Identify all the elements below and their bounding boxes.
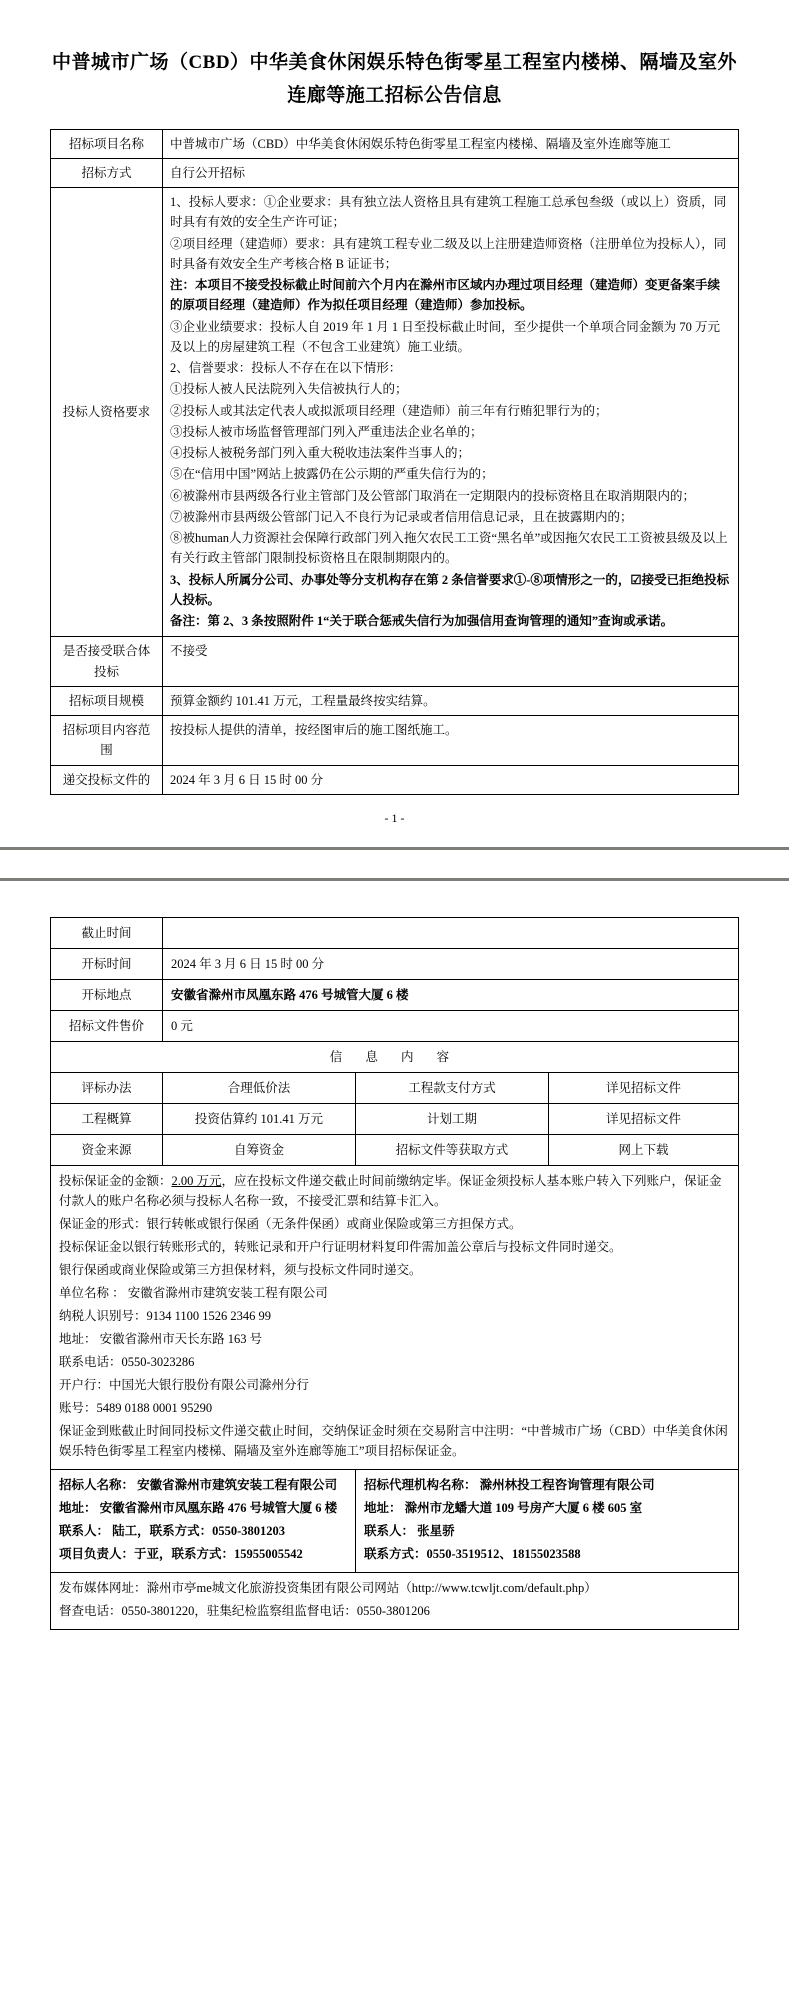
qualification-item: ②项目经理（建造师）要求：具有建筑工程专业二级及以上注册建造师资格（注册单位为投标人），同时具备有效安全生产考核合格 B 证证书；: [170, 236, 727, 271]
tenderer-contact-line: 联系人： 陆工，联系方式：0550-3801203: [59, 1524, 286, 1539]
table-row: [51, 1135, 739, 1166]
deposit-item: 纳税人识别号：9134 1100 1526 2346 99: [59, 1309, 272, 1324]
value-eval-method: 合理低价法: [163, 1073, 356, 1104]
qualification-list: [170, 192, 731, 631]
value-deadline: [163, 918, 739, 949]
table-row: [51, 1073, 739, 1104]
value-doc-price: 0 元: [163, 1011, 739, 1042]
table-row: [51, 918, 739, 949]
media-line: 发布媒体网址：滁州市亭me城文化旅游投资集团有限公司网站（http://www.tcwljt.com/default.php）: [59, 1581, 597, 1596]
document-page-1: [0, 0, 789, 841]
table-row: [51, 1104, 739, 1135]
label-duration: 计划工期: [356, 1104, 549, 1135]
page-separator: [0, 847, 789, 881]
table-row: [51, 1011, 739, 1042]
qualification-item: 备注：第 2、3 条按照附件 1“关于联合惩戒失信行为加强信用查询管理的通知”查询或承诺。: [170, 614, 674, 628]
media-block: [51, 1573, 739, 1630]
page-title: 中普城市广场（CBD）中华美食休闲娱乐特色街零星工程室内楼梯、隔墙及室外连廊等施工招标公告信息: [51, 52, 738, 107]
qualification-item: ③投标人被市场监督管理部门列入严重违法企业名单的；: [170, 424, 483, 439]
table-row: [51, 686, 739, 715]
label-open-place: 开标地点: [51, 980, 163, 1011]
value-submit-deadline: 2024 年 3 月 6 日 15 时 00 分: [163, 765, 739, 794]
agency-contact-list: [364, 1475, 730, 1564]
label-doc-price: 招标文件售价: [51, 1011, 163, 1042]
table-row: [51, 637, 739, 687]
deposit-item: 单位名称 ： 安徽省滁州市建筑安装工程有限公司: [59, 1286, 328, 1301]
label-qualification: 投标人资格要求: [51, 188, 163, 637]
qualification-item: ⑧被human人力资源社会保障行政部门列入拖欠农民工工资“黑名单”或因拖欠农民工工资被县级及以上有关行政主管部门限制投标资格且在限制期限内的。: [170, 531, 728, 566]
tenderer-contact-list: [59, 1475, 347, 1564]
tenderer-contact-line: 招标人名称： 安徽省滁州市建筑安装工程有限公司: [59, 1478, 338, 1493]
label-scope: 招标项目内容范围: [51, 716, 163, 766]
deposit-item: 保证金的形式：银行转帐或银行保函（无条件保函）或商业保险或第三方担保方式。: [59, 1217, 522, 1232]
table-row: [51, 1470, 739, 1573]
table-row: [51, 716, 739, 766]
deposit-amount: 2.00 万元: [171, 1174, 222, 1189]
deposit-item: 银行保函或商业保险或第三方担保材料，须与投标文件同时递交。: [59, 1263, 422, 1278]
qualification-item: 3、投标人所属分公司、办事处等分支机构存在第 2 条信誉要求①-⑧项情形之一的，☑接受已拒绝投标人投标。: [170, 572, 730, 607]
qualification-item: ③企业业绩要求：投标人自 2019 年 1 月 1 日至投标截止时间，至少提供一个单项合同金额为 70 万元及以上的房屋建筑工程（不包含工业建筑）施工业绩。: [170, 319, 721, 354]
qualification-item: 2、信誉要求：投标人不存在在以下情形：: [170, 361, 402, 375]
label-deadline: 截止时间: [51, 918, 163, 949]
table-row: [51, 188, 739, 637]
agency-contact-line: 联系人： 张星骄: [364, 1524, 455, 1539]
qualification-item: 注：本项目不接受投标截止时间前六个月内在滁州市区域内办理过项目经理（建造师）变更备案手续的原项目经理（建造师）作为拟任项目经理（建造师）参加投标。: [170, 278, 721, 313]
value-joint-bid: 不接受: [163, 637, 739, 687]
agency-contact-block: [356, 1470, 739, 1573]
deposit-block: [51, 1166, 739, 1470]
agency-contact-line: 地址： 滁州市龙蟠大道 109 号房产大厦 6 楼 605 室: [364, 1501, 643, 1516]
value-scope: 按投标人提供的清单，按经图审后的施工图纸施工。: [163, 716, 739, 766]
qualification-item: ②投标人或其法定代表人或拟派项目经理（建造师）前三年有行贿犯罪行为的；: [170, 403, 608, 418]
label-payment-method: 工程款支付方式: [356, 1073, 549, 1104]
bid-announcement-table: [50, 129, 739, 795]
label-eval-method: 评标办法: [51, 1073, 163, 1104]
value-qualification: [163, 188, 739, 637]
media-line: 督查电话：0550-3801220，驻集纪检监察组监督电话：0550-3801206: [59, 1604, 430, 1619]
table-row: [51, 949, 739, 980]
deposit-item: 地址： 安徽省滁州市天长东路 163 号: [59, 1332, 263, 1347]
value-project-name: 中普城市广场（CBD）中华美食休闲娱乐特色街零星工程室内楼梯、隔墙及室外连廊等施工: [163, 129, 739, 158]
qualification-item: ⑥被滁州市县两级各行业主管部门及公管部门取消在一定期限内的投标资格且在取消期限内的；: [170, 488, 696, 503]
table-row: [51, 1042, 739, 1073]
label-scale: 招标项目规模: [51, 686, 163, 715]
value-open-place: 安徽省滁州市凤凰东路 476 号城管大厦 6 楼: [163, 980, 739, 1011]
deposit-item: 投标保证金的金额：2.00 万元，应在投标文件递交截止时间前缴纳定毕。保证金须投标人基本账户转入下列账户，保证金付款人的账户名称必须与投标人名称一致，不接受汇票和结算卡汇入。: [59, 1174, 722, 1209]
table-row: [51, 1166, 739, 1470]
label-fund-source: 资金来源: [51, 1135, 163, 1166]
value-bid-method: 自行公开招标: [163, 158, 739, 187]
deposit-item: 账号：5489 0188 0001 95290: [59, 1401, 213, 1416]
label-submit-deadline: 递交投标文件的: [51, 765, 163, 794]
label-joint-bid: 是否接受联合体投标: [51, 637, 163, 687]
table-row: [51, 1573, 739, 1630]
page-number: - 1 -: [384, 810, 405, 825]
label-open-time: 开标时间: [51, 949, 163, 980]
agency-contact-line: 招标代理机构名称： 滁州林投工程咨询管理有限公司: [364, 1478, 655, 1493]
label-summary: 工程概算: [51, 1104, 163, 1135]
qualification-item: ④投标人被税务部门列入重大税收违法案件当事人的；: [170, 446, 471, 460]
value-fund-source: 自筹资金: [163, 1135, 356, 1166]
media-list: [59, 1578, 730, 1621]
table-row: [51, 980, 739, 1011]
label-project-name: 招标项目名称: [51, 129, 163, 158]
qualification-item: ⑦被滁州市县两级公管部门记入不良行为记录或者信用信息记录，且在披露期内的；: [170, 509, 633, 524]
label-bid-method: 招标方式: [51, 158, 163, 187]
tenderer-contact-line: 地址： 安徽省滁州市凤凰东路 476 号城管大厦 6 楼: [59, 1501, 338, 1516]
deposit-item: 联系电话：0550-3023286: [59, 1355, 195, 1370]
table-row: [51, 765, 739, 794]
qualification-item: ⑤在“信用中国”网站上披露仍在公示期的严重失信行为的；: [170, 467, 494, 482]
agency-contact-line: 联系方式：0550-3519512、18155023588: [364, 1547, 581, 1562]
table-row: [51, 129, 739, 158]
value-doc-get: 网上下载: [549, 1135, 739, 1166]
bid-details-table: [50, 917, 739, 1630]
value-scale: 预算金额约 101.41 万元，工程量最终按实结算。: [163, 686, 739, 715]
value-open-time: 2024 年 3 月 6 日 15 时 00 分: [163, 949, 739, 980]
deposit-item: 保证金到账截止时间同投标文件递交截止时间，交纳保证金时须在交易附言中注明：“中普城市广场（CBD）中华美食休闲娱乐特色街零星工程室内楼梯、隔墙及室外连廊等施工”项目招标保证金。: [59, 1424, 728, 1459]
info-content-header: 信 息 内 容: [51, 1042, 739, 1073]
qualification-item: ①投标人被人民法院列入失信被执行人的；: [170, 382, 408, 397]
deposit-list: [59, 1171, 730, 1461]
label-doc-get: 招标文件等获取方式: [356, 1135, 549, 1166]
value-payment-method: 详见招标文件: [549, 1073, 739, 1104]
deposit-item: 开户行：中国光大银行股份有限公司滁州分行: [59, 1378, 310, 1393]
qualification-item: 1、投标人要求：①企业要求：具有独立法人资格且具有建筑工程施工总承包叁级（或以上）资质，同时具有有效的安全生产许可证；: [170, 195, 727, 230]
tenderer-contact-line: 项目负责人：于亚，联系方式：15955005542: [59, 1547, 303, 1562]
value-summary: 投资估算约 101.41 万元: [163, 1104, 356, 1135]
table-row: [51, 158, 739, 187]
tenderer-contact-block: [51, 1470, 356, 1573]
document-page-2: [0, 881, 789, 1654]
value-duration: 详见招标文件: [549, 1104, 739, 1135]
deposit-item: 投标保证金以银行转账形式的，转账记录和开户行证明材料复印件需加盖公章后与投标文件同时递交。: [59, 1240, 622, 1255]
